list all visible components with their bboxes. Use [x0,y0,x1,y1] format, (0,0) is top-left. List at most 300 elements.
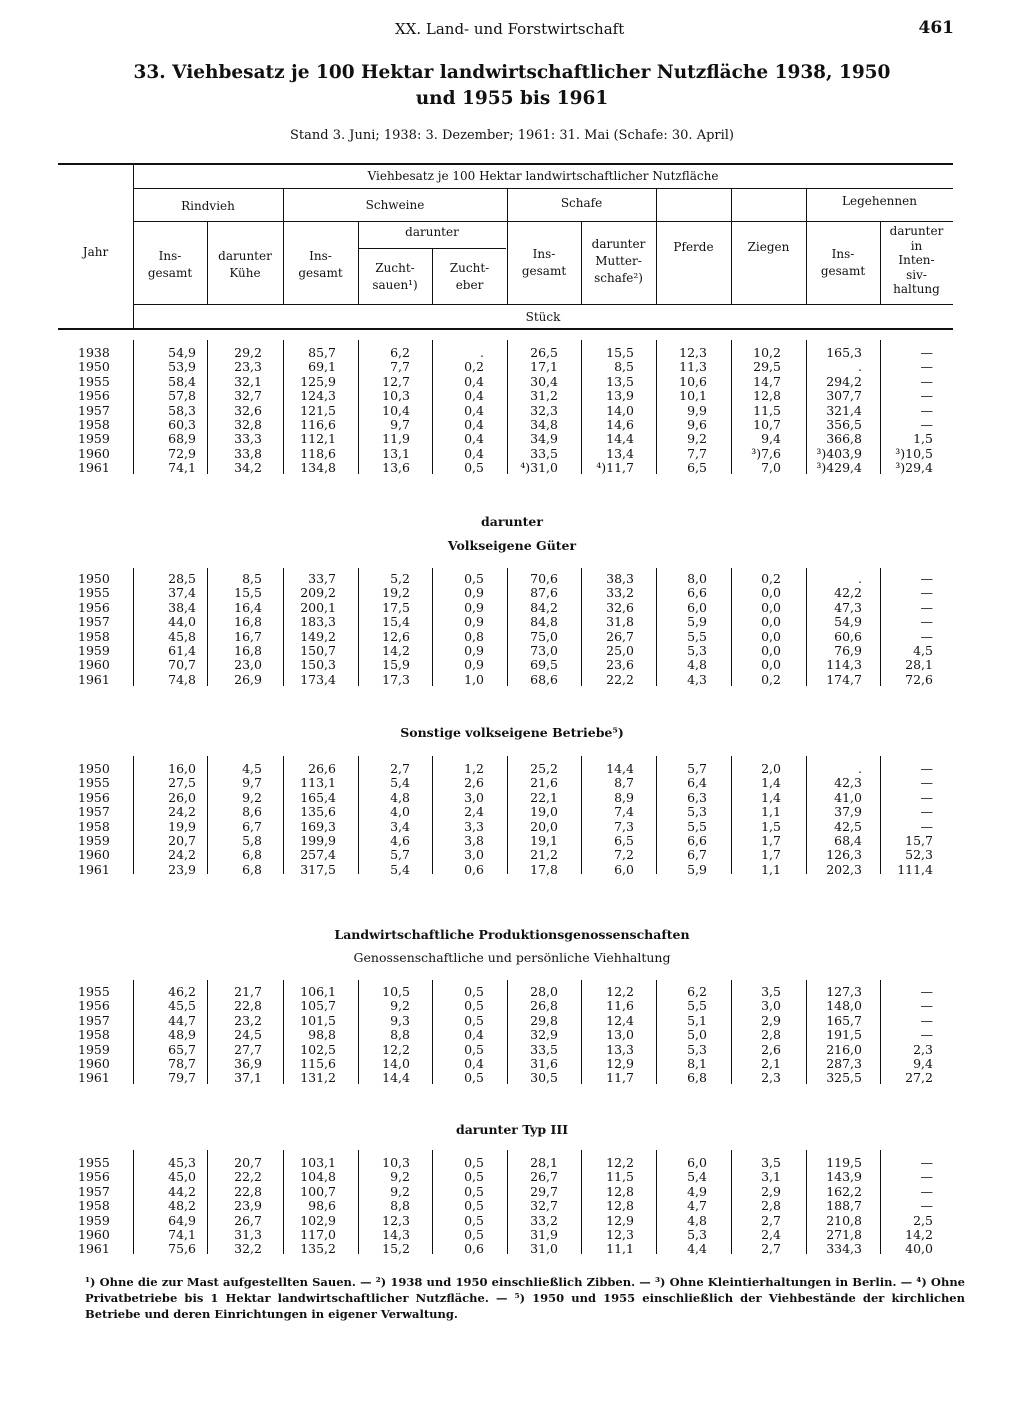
table-cell: 11,3 [679,359,707,375]
table-cell: 11,5 [606,1169,634,1185]
table-cell: 169,3 [300,818,336,834]
table-cell: 85,7 [308,345,336,360]
table-cell: 271,8 [826,1227,862,1242]
table-cell: 12,2 [606,1155,634,1170]
table-cell: 23,0 [234,657,262,673]
table-cell: 5,2 [390,571,410,586]
table-cell: 20,7 [168,833,196,848]
table-cell: 75,6 [168,1241,196,1257]
table-cell: — [920,1198,933,1214]
table-cell: 0,4 [464,431,484,447]
table-cell: 14,7 [753,373,781,389]
table-cell: 15,9 [382,657,410,673]
header-label: gesamt [147,266,193,280]
table-cell: 26,6 [308,761,336,776]
table-cell: 0,9 [464,657,484,673]
table-row [0,805,1024,819]
section-heading: Landwirtschaftliche Produktionsgenossenschaften [334,927,690,942]
table-cell: 12,8 [606,1198,634,1214]
table-cell: 23,9 [168,861,196,877]
table-cell: 112,1 [300,431,336,447]
row-year: 1959 [78,833,110,848]
table-cell: 111,4 [897,861,933,877]
table-cell: 0,5 [464,1183,484,1199]
header-zuchteber [432,260,507,294]
table-cell: 4,3 [687,671,707,687]
table-cell: 8,5 [614,359,634,375]
table-cell: 116,6 [300,417,336,432]
table-cell: 27,2 [905,1070,933,1086]
table-cell: 16,8 [234,614,262,630]
table-cell: ³)403,9 [816,445,862,461]
table-cell: 15,5 [606,345,634,360]
table-cell: 33,8 [234,445,262,461]
row-year: 1960 [78,1056,110,1071]
table-cell: 2,1 [761,1056,781,1071]
table-cell: 68,9 [168,431,196,447]
table-cell: 5,3 [687,1041,707,1057]
table-cell: 9,4 [913,1056,933,1071]
table-cell: 36,9 [234,1056,262,1071]
table-cell: 13,0 [606,1027,634,1043]
table-cell: 24,2 [168,804,196,820]
table-cell: 106,1 [300,984,336,999]
table-row [0,999,1024,1013]
table-cell: 6,0 [614,861,634,877]
table-row [0,601,1024,615]
row-year: 1956 [78,789,110,805]
table-cell: 76,9 [834,643,862,658]
header-pferde: Pferde [673,240,714,254]
table-cell: 7,4 [614,804,634,820]
table-cell: 287,3 [826,1056,862,1071]
table-cell: 27,5 [168,775,196,791]
table-cell: 0,4 [464,402,484,418]
header-label: gesamt [298,266,343,280]
table-cell: 38,4 [168,599,196,615]
row-year: 1959 [78,1041,110,1057]
table-cell: 28,0 [530,984,558,999]
header-label: Inten- [898,253,935,267]
table-cell: — [920,1183,933,1199]
table-cell: 0,9 [464,585,484,601]
table-cell: 13,5 [606,373,634,389]
header-label: haltung [893,282,940,296]
table-cell: 165,3 [826,345,862,360]
table-cell: 5,4 [390,861,410,877]
table-cell: 22,2 [234,1169,262,1185]
table-cell: 0,5 [464,984,484,999]
table-cell: 2,7 [390,761,410,776]
table-cell: 44,2 [168,1183,196,1199]
table-cell: 10,6 [679,373,707,389]
table-cell: 1,2 [464,761,484,776]
header-label: eber [455,278,484,292]
row-year: 1958 [78,1027,110,1043]
header-schafe: Schafe [560,196,603,210]
table-cell: 2,9 [761,1183,781,1199]
table-cell: 17,3 [382,671,410,687]
table-cell: — [920,1169,933,1185]
table-cell: 72,9 [168,445,196,461]
header-schweine: Schweine [365,198,425,212]
table-cell: 31,6 [530,1056,558,1071]
table-cell: — [920,614,933,630]
table-cell: 61,4 [168,643,196,658]
table-cell: — [920,628,933,644]
table-cell: 16,8 [234,643,262,658]
table-cell: 74,8 [168,671,196,687]
table-title [0,60,1024,112]
table-row [0,432,1024,446]
table-cell: 28,5 [168,571,196,586]
row-year: 1961 [78,1241,110,1257]
table-cell: 6,5 [614,833,634,848]
table-cell: 12,8 [606,1183,634,1199]
table-cell: . [858,761,862,776]
table-title-line1: 33. Viehbesatz je 100 Hektar landwirtschaftlicher Nutzfläche 1938, 1950 [133,62,891,83]
table-cell: 7,3 [614,818,634,834]
table-cell: 127,3 [826,984,862,999]
table-row [0,776,1024,790]
table-cell: 173,4 [300,671,336,687]
table-cell: 33,7 [308,571,336,586]
table-cell: 307,7 [826,388,862,404]
table-cell: 73,0 [530,643,558,658]
table-cell: 356,5 [826,417,862,432]
table-cell: 48,9 [168,1027,196,1043]
table-cell: 13,9 [606,388,634,404]
table-cell: 10,1 [679,388,707,404]
table-row [0,820,1024,834]
header-intensivhaltung [880,224,953,297]
section-subheading: Genossenschaftliche und persönliche Viehhaltung [353,950,671,965]
row-year: 1960 [78,445,110,461]
table-cell: 188,7 [826,1198,862,1214]
table-cell: 14,4 [382,1070,410,1086]
table-cell: 5,0 [687,1027,707,1043]
table-cell: 75,0 [530,628,558,644]
header-top: Viehbesatz je 100 Hektar landwirtschaftlicher Nutzfläche [367,169,719,183]
table-cell: 15,5 [234,585,262,601]
table-cell: 12,6 [382,628,410,644]
table-row [0,791,1024,805]
table-cell: 13,3 [606,1041,634,1057]
table-cell: 9,7 [242,775,262,791]
table-row [0,834,1024,848]
table-cell: — [920,388,933,404]
table-cell: 31,9 [530,1227,558,1242]
table-cell: — [920,585,933,601]
table-cell: 14,0 [606,402,634,418]
table-cell: 0,0 [761,628,781,644]
table-cell: 8,8 [390,1198,410,1214]
table-cell: 60,6 [834,628,862,644]
table-cell: 125,9 [300,373,336,389]
table-cell: 12,3 [679,345,707,360]
table-cell: 37,9 [834,804,862,820]
section-subheading: Sonstige volkseigene Betriebe⁵) [400,725,624,740]
table-row [0,447,1024,461]
table-cell: 11,9 [382,431,410,447]
row-year: 1955 [78,585,110,601]
table-cell: ³)429,4 [816,460,862,476]
header-rule-2 [133,221,953,222]
table-cell: 5,3 [687,643,707,658]
table-cell: 22,1 [530,789,558,805]
row-year: 1957 [78,614,110,630]
table-cell: 1,5 [761,818,781,834]
table-cell: 9,2 [390,998,410,1014]
table-cell: 165,4 [300,789,336,805]
section-subheading: darunter Typ III [455,1122,569,1137]
table-cell: 84,2 [530,599,558,615]
table-cell: 4,0 [390,804,410,820]
table-cell: 0,4 [464,1056,484,1071]
table-cell: 7,2 [614,847,634,863]
table-cell: 69,1 [308,359,336,375]
table-cell: 33,3 [234,431,262,447]
table-cell: 102,5 [300,1041,336,1057]
row-year: 1938 [78,345,110,360]
table-cell: ³)10,5 [895,445,933,461]
table-cell: 52,3 [905,847,933,863]
table-cell: 10,3 [382,1155,410,1170]
table-cell: 135,6 [300,804,336,820]
header-zuchtsauen [358,260,432,294]
table-cell: 115,6 [300,1056,336,1071]
table-cell: 16,7 [234,628,262,644]
table-cell: 0,5 [464,1070,484,1086]
row-year: 1956 [78,599,110,615]
header-legehennen: Legehennen [842,194,917,208]
row-year: 1956 [78,998,110,1014]
table-cell: 0,6 [464,861,484,877]
table-cell: 102,9 [300,1212,336,1228]
table-cell: 24,2 [168,847,196,863]
table-cell: 2,6 [761,1041,781,1057]
table-cell: 9,7 [390,417,410,432]
header-hennen-insgesamt [806,246,880,280]
header-label: darunter [889,224,944,238]
table-subtitle: Stand 3. Juni; 1938: 3. Dezember; 1961: 31. Mai (Schafe: 30. April) [290,128,734,143]
table-cell: 14,3 [382,1227,410,1242]
table-cell: 8,7 [614,775,634,791]
header-label: Zucht- [449,261,490,275]
table-cell: 29,8 [530,1012,558,1028]
table-cell: 0,5 [464,1212,484,1228]
table-cell: 8,1 [687,1056,707,1071]
table-cell: 16,4 [234,599,262,615]
table-cell: 131,2 [300,1070,336,1086]
table-cell: 40,0 [905,1241,933,1257]
table-cell: 29,7 [530,1183,558,1199]
table-cell: 28,1 [905,657,933,673]
table-cell: 13,4 [606,445,634,461]
table-cell: 12,2 [382,1041,410,1057]
table-cell: 37,4 [168,585,196,601]
table-cell: 0,0 [761,614,781,630]
table-cell: 10,3 [382,388,410,404]
table-cell: 11,1 [606,1241,634,1257]
table-cell: 0,5 [464,1012,484,1028]
table-cell: 2,5 [913,1212,933,1228]
table-cell: 37,1 [234,1070,262,1086]
header-label: Ins- [309,249,332,263]
header-kuehe [207,248,283,282]
table-cell: 2,3 [913,1041,933,1057]
table-cell: 4,8 [687,657,707,673]
table-cell: 32,6 [606,599,634,615]
table-cell: 20,0 [530,818,558,834]
table-cell: 46,2 [168,984,196,999]
table-cell: 5,3 [687,804,707,820]
table-cell: 21,7 [234,984,262,999]
table-row [0,375,1024,389]
table-cell: 60,3 [168,417,196,432]
table-cell: 321,4 [826,402,862,418]
row-year: 1957 [78,804,110,820]
table-cell: 44,7 [168,1012,196,1028]
row-year: 1957 [78,1183,110,1199]
header-label: siv- [906,267,927,282]
header-label: in [910,238,923,253]
header-bottom-rule [58,328,953,330]
header-schweine-darunter: darunter [405,225,459,239]
row-year: 1958 [78,818,110,834]
table-cell: 10,2 [753,345,781,360]
table-cell: 0,0 [761,585,781,601]
table-cell: 26,5 [530,345,558,360]
table-cell: 70,7 [168,657,196,673]
header-rule-4 [133,304,953,305]
table-cell: 9,6 [687,417,707,432]
table-cell: — [920,1155,933,1170]
header-label: Ins- [532,247,556,261]
table-cell: 23,6 [606,657,634,673]
table-cell: 22,8 [234,998,262,1014]
table-cell: 33,2 [606,585,634,601]
table-cell: ⁴)11,7 [596,460,634,476]
header-rind-insgesamt [133,248,207,282]
table-cell: 31,0 [530,1241,558,1257]
table-cell: 78,7 [168,1056,196,1071]
table-cell: 118,6 [300,445,336,461]
table-cell: 0,0 [761,599,781,615]
table-cell: 1,0 [464,671,484,687]
header-vrule [133,164,134,328]
table-cell: — [920,1012,933,1028]
table-cell: 148,0 [826,998,862,1014]
table-row [0,762,1024,776]
table-cell: 0,5 [464,460,484,476]
table-cell: 0,2 [761,571,781,586]
table-cell: — [920,761,933,776]
header-label: Ins- [158,249,182,263]
table-cell: 4,9 [687,1183,707,1199]
table-cell: 200,1 [300,599,336,615]
footnotes: ¹) Ohne die zur Mast aufgestellten Sauen. — ²) 1938 und 1950 einschließlich Zibben. — ³) Ohne Kleintierhaltungen in Berlin. — ⁴) Ohne Privatbetriebe bis 1 Hektar landwirtschaftlicher Nutzfläche. — ⁵) 1950 und 1955 einschließlich der Viehbestände der kirchlichen Betriebe und deren Einrichtungen in eigener Verwaltung. [85,1275,965,1321]
table-cell: 0,4 [464,388,484,404]
table-cell: 9,2 [687,431,707,447]
row-year: 1961 [78,861,110,877]
table-cell: . [858,359,862,375]
table-cell: 0,5 [464,998,484,1014]
header-label: sauen¹) [372,278,418,292]
table-cell: 143,9 [826,1169,862,1185]
table-cell: 0,5 [464,571,484,586]
table-row [0,615,1024,629]
table-cell: 33,2 [530,1212,558,1228]
header-jahr: Jahr [82,245,109,259]
table-cell: 162,2 [826,1183,862,1199]
table-cell: 26,7 [234,1212,262,1228]
table-cell: 134,8 [300,460,336,476]
table-cell: 1,1 [761,861,781,877]
table-cell: 68,6 [530,671,558,687]
table-cell: 5,5 [687,628,707,644]
table-cell: 13,1 [382,445,410,461]
table-cell: 9,9 [687,402,707,418]
table-cell: 0,5 [464,1198,484,1214]
table-cell: 5,9 [687,861,707,877]
row-year: 1961 [78,460,110,476]
table-row [0,346,1024,360]
table-cell: 3,0 [761,998,781,1014]
row-year: 1958 [78,1198,110,1214]
row-year: 1955 [78,984,110,999]
table-cell: 117,0 [300,1227,336,1242]
table-cell: 317,5 [300,861,336,877]
table-cell: 6,5 [687,460,707,476]
table-cell: 45,8 [168,628,196,644]
table-cell: 100,7 [300,1183,336,1199]
table-cell: 366,8 [826,431,862,447]
table-row [0,1028,1024,1042]
table-cell: 14,4 [606,431,634,447]
table-cell: 28,1 [530,1155,558,1170]
page-number: 461 [918,18,954,38]
table-cell: 6,0 [687,599,707,615]
table-cell: 30,5 [530,1070,558,1086]
table-cell: 0,5 [464,1155,484,1170]
table-cell: 68,4 [834,833,862,848]
table-cell: 45,3 [168,1155,196,1170]
table-cell: 42,2 [834,585,862,601]
table-cell: 69,5 [530,657,558,673]
table-cell: 70,6 [530,571,558,586]
table-row [0,1071,1024,1085]
table-cell: — [920,789,933,805]
table-cell: 42,5 [834,818,862,834]
table-cell: 2,6 [464,775,484,791]
table-cell: ³)7,6 [751,445,781,461]
table-cell: 0,2 [464,359,484,375]
table-cell: 9,4 [761,431,781,447]
table-cell: 4,4 [687,1241,707,1257]
table-cell: 23,3 [234,359,262,375]
table-cell: 26,7 [530,1169,558,1185]
table-cell: — [920,571,933,586]
table-cell: 42,3 [834,775,862,791]
table-cell: 34,9 [530,431,558,447]
table-cell: 4,6 [390,833,410,848]
table-cell: 10,7 [753,417,781,432]
table-cell: 6,8 [242,861,262,877]
table-cell: 58,4 [168,373,196,389]
table-cell: 105,7 [300,998,336,1014]
table-cell: 25,2 [530,761,558,776]
